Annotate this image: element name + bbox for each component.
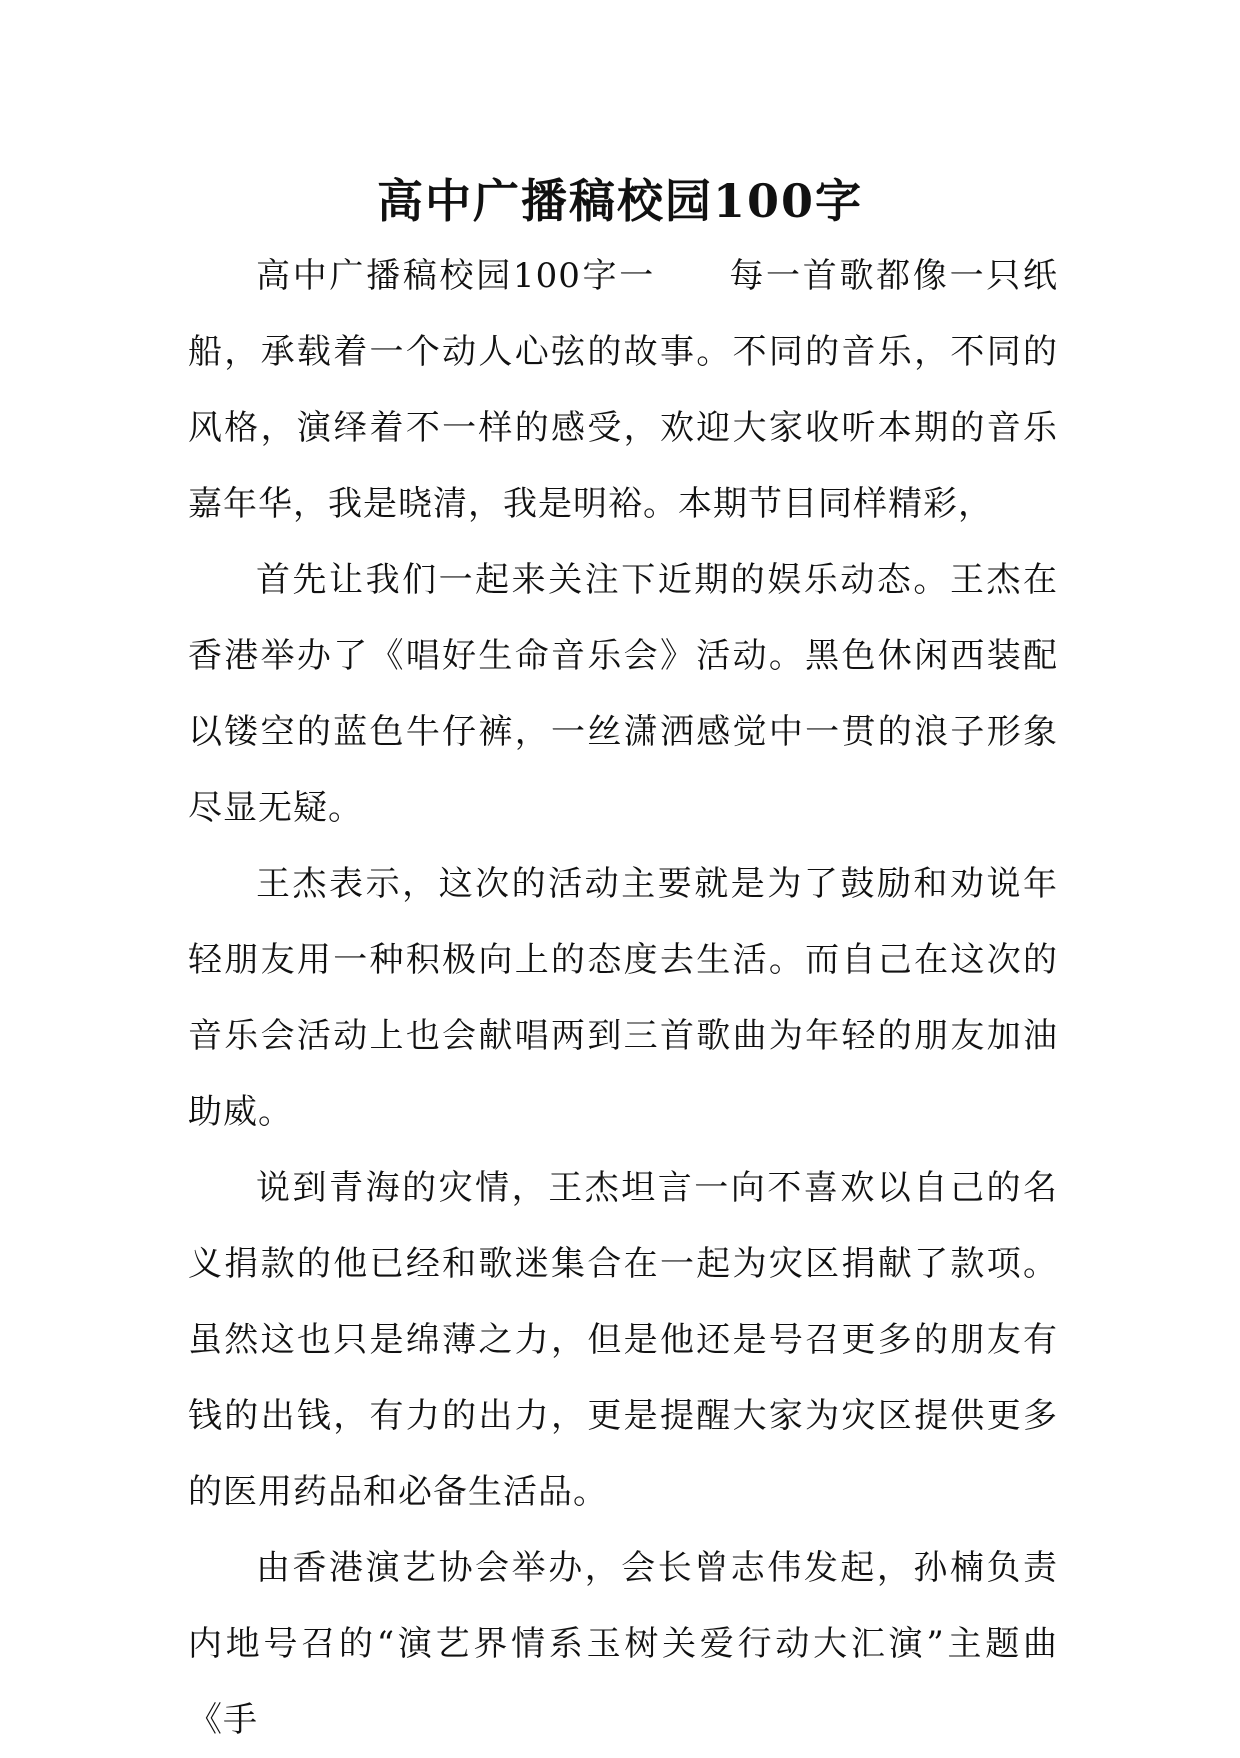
- paragraph-1: 高中广播稿校园100字一 每一首歌都像一只纸船，承载着一个动人心弦的故事。不同的音乐，不同的风格，演绎着不一样的感受，欢迎大家收听本期的音乐嘉年华，我是晓清，我是明裕。本期节目同样精彩，: [188, 256, 1058, 524]
- document-title: 高中广播稿校园100字: [376, 174, 864, 228]
- paragraph-4: 说到青海的灾情，王杰坦言一向不喜欢以自己的名义捐款的他已经和歌迷集合在一起为灾区捐献了款项。虽然这也只是绵薄之力，但是他还是号召更多的朋友有钱的出钱，有力的出力，更是提醒大家为灾区提供更多的医用药品和必备生活品。: [188, 1168, 1058, 1512]
- document-body: [188, 238, 1058, 1758]
- paragraph-2: 首先让我们一起来关注下近期的娱乐动态。王杰在香港举办了《唱好生命音乐会》活动。黑色休闲西装配以镂空的蓝色牛仔裤，一丝潇洒感觉中一贯的浪子形象尽显无疑。: [188, 560, 1058, 828]
- paragraph-5: 由香港演艺协会举办，会长曾志伟发起，孙楠负责内地号召的“演艺界情系玉树关爱行动大汇演”主题曲《手: [188, 1548, 1058, 1740]
- paragraph-3: 王杰表示，这次的活动主要就是为了鼓励和劝说年轻朋友用一种积极向上的态度去生活。而自己在这次的音乐会活动上也会献唱两到三首歌曲为年轻的朋友加油助威。: [188, 864, 1058, 1132]
